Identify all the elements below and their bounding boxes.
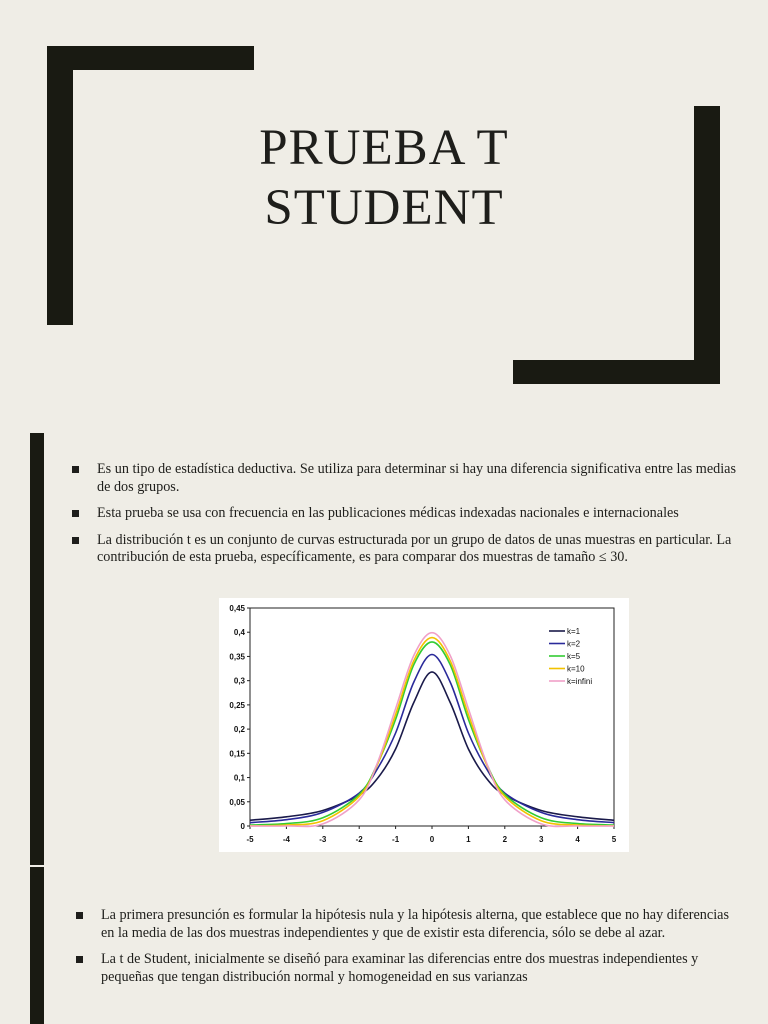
x-tick-label: -2 — [355, 835, 363, 844]
y-tick-label: 0,25 — [229, 700, 245, 710]
bullet-text: Es un tipo de estadística deductiva. Se utiliza para determinar si hay una diferencia significativa entre las medias de dos grupos. — [97, 461, 736, 495]
list-item — [72, 461, 752, 496]
bullet-text: La primera presunción es formular la hipótesis nula y la hipótesis alterna, que establece que no hay diferencias en la media de las dos muestras independientes y que de existir esta diferencia, sólo se debe al azar. — [101, 907, 729, 941]
square-bullet-icon — [72, 510, 79, 517]
legend-label: k=infini — [567, 677, 593, 686]
legend-label: k=10 — [567, 664, 585, 674]
left-accent-bar-upper — [30, 433, 44, 865]
series-line-k-5 — [250, 639, 614, 825]
x-tick-label: 4 — [575, 835, 580, 844]
bullet-list-bottom — [76, 907, 736, 995]
legend-label: k=5 — [567, 652, 581, 661]
square-bullet-icon — [72, 537, 79, 544]
x-tick-label: -4 — [282, 835, 290, 844]
y-tick-label: 0,15 — [229, 749, 245, 759]
x-tick-label: 0 — [429, 835, 435, 844]
bullet-text: Esta prueba se usa con frecuencia en las publicaciones médicas indexadas nacionales e internacionales — [97, 505, 679, 521]
square-bullet-icon — [76, 912, 83, 919]
y-tick-label: 0,3 — [233, 676, 245, 686]
y-tick-label: 0 — [240, 822, 245, 831]
left-accent-bar-lower — [30, 867, 44, 1024]
y-tick-label: 0,35 — [229, 652, 245, 662]
slide-title — [150, 118, 618, 238]
x-tick-label: 3 — [538, 835, 544, 844]
list-item — [72, 532, 752, 567]
series-line-k-2 — [250, 655, 614, 823]
frame-bottom-right-vertical — [694, 106, 720, 384]
x-tick-label: -5 — [246, 835, 254, 844]
x-tick-label: 2 — [502, 835, 508, 844]
list-item — [76, 951, 736, 986]
x-tick-label: 5 — [611, 835, 617, 844]
x-tick-label: -3 — [319, 835, 327, 844]
y-tick-label: 0,2 — [233, 725, 245, 735]
t-distribution-chart — [219, 598, 629, 852]
bullet-text: La distribución t es un conjunto de curvas estructurada por un grupo de datos de unas muestras en particular. La contribución de esta prueba, específicamente, es para comparar dos muestras de tamaño ≤ 30. — [97, 531, 732, 565]
title-line-2: STUDENT — [264, 180, 504, 236]
frame-top-left-vertical — [47, 46, 73, 325]
frame-bottom-right-horizontal — [513, 360, 720, 384]
bullet-list-top — [72, 461, 752, 576]
series-line-k-infini — [250, 633, 614, 827]
series-line-k-1 — [250, 672, 614, 820]
legend-label: k=2 — [567, 639, 581, 649]
y-tick-label: 0,4 — [233, 628, 245, 638]
series-line-k-10 — [250, 638, 614, 826]
square-bullet-icon — [72, 466, 79, 473]
plot-area — [250, 608, 614, 826]
y-tick-label: 0,45 — [229, 604, 245, 613]
y-tick-label: 0,1 — [233, 773, 245, 783]
bullet-text: La t de Student, inicialmente se diseñó para examinar las diferencias entre dos muestras independientes y pequeñas que tengan distribución normal y homogeneidad en sus varianzas — [101, 951, 699, 985]
list-item — [72, 505, 752, 523]
chart-svg — [219, 598, 629, 852]
legend-label: k=1 — [567, 627, 581, 636]
square-bullet-icon — [76, 956, 83, 963]
frame-top-left-horizontal — [47, 46, 254, 70]
x-tick-label: 1 — [466, 835, 471, 844]
y-tick-label: 0,05 — [229, 797, 245, 807]
title-line-1: PRUEBA T — [259, 120, 509, 176]
list-item — [76, 907, 736, 942]
x-tick-label: -1 — [392, 835, 400, 844]
